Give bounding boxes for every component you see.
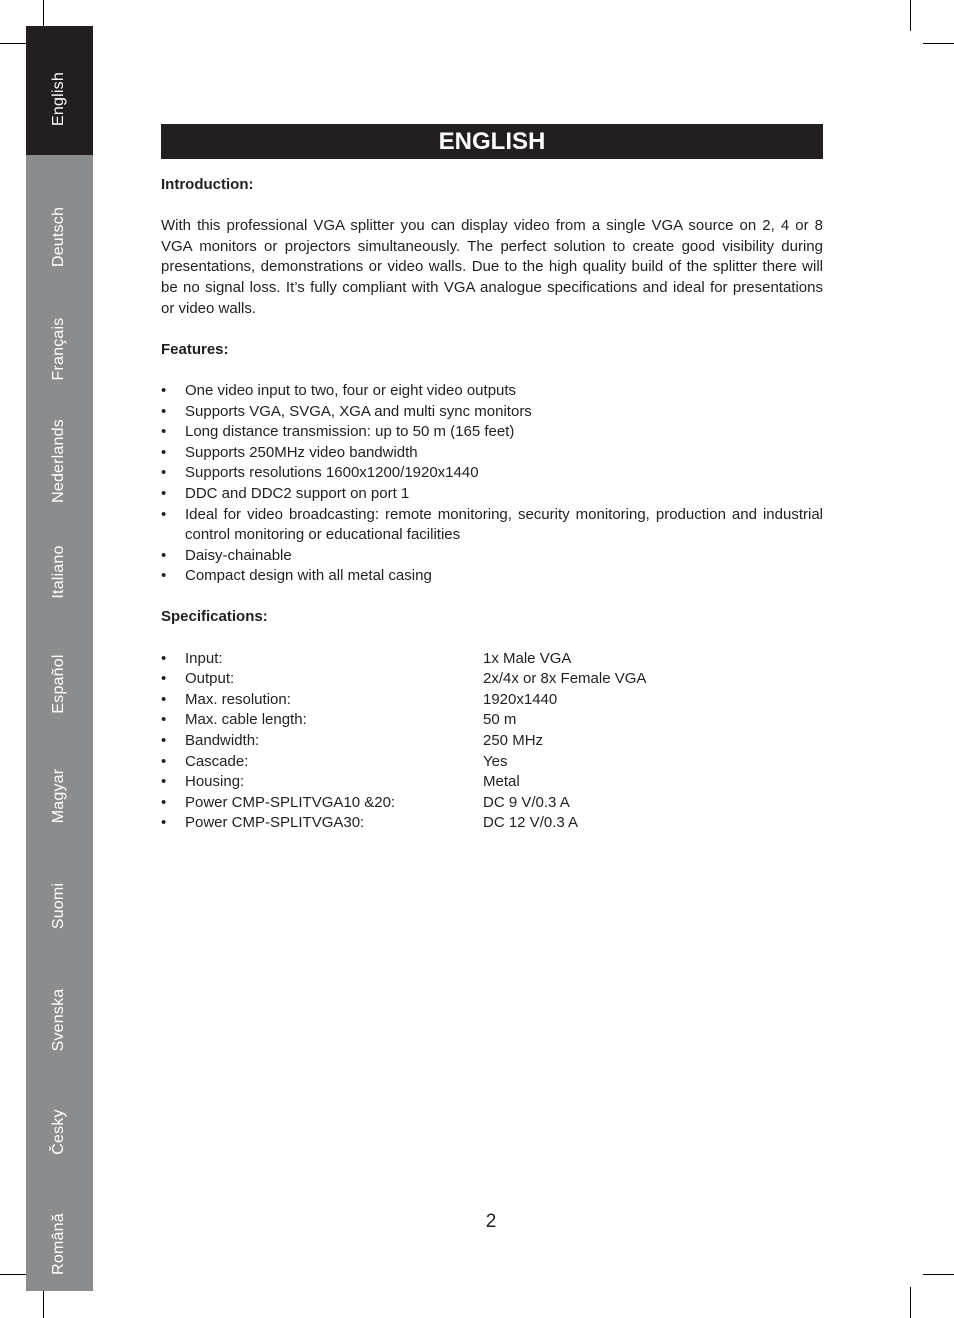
bullet-icon: • (161, 484, 167, 502)
spec-value: DC 9 V/0.3 A (483, 793, 570, 811)
spec-value: DC 12 V/0.3 A (483, 814, 579, 832)
spec-value: 250 MHz (483, 732, 544, 750)
spec-label: Cascade: (185, 752, 249, 770)
tab-svenska[interactable] (26, 935, 93, 1050)
spec-value: Yes (483, 752, 508, 770)
list-item: • Supports 250MHz video bandwidth (161, 443, 823, 464)
spec-value: 1920x1440 (483, 690, 558, 708)
bullet-icon: • (161, 402, 167, 420)
list-item: • Long distance transmission: up to 50 m (165 feet) (161, 422, 823, 443)
spec-label: Power CMP-SPLITVGA30: (185, 814, 365, 832)
spec-label: Bandwidth: (185, 732, 260, 750)
bullet-icon: • (161, 423, 167, 441)
spec-row (161, 752, 823, 773)
language-sidebar (26, 26, 93, 1291)
list-item: • Compact design with all metal casing (161, 566, 823, 587)
bullet-icon: • (161, 814, 167, 832)
spec-row (161, 649, 823, 670)
tab-label: Česky (50, 1109, 67, 1155)
tab-espanol[interactable] (26, 600, 93, 715)
features-list (161, 381, 823, 587)
list-item: • Supports VGA, SVGA, XGA and multi sync monitors (161, 402, 823, 423)
tab-label: Italiano (50, 545, 67, 599)
specs-heading: Specifications: (161, 608, 268, 626)
tab-label: Magyar (50, 768, 67, 824)
features-heading: Features: (161, 340, 229, 358)
tab-italiano[interactable] (26, 490, 93, 600)
tab-label: Svenska (50, 988, 67, 1052)
spec-label: Max. resolution: (185, 690, 291, 708)
spec-row (161, 813, 823, 834)
page-number: 2 (485, 1211, 497, 1232)
tab-label: Română (50, 1213, 67, 1275)
crop-mark (910, 0, 911, 31)
spec-row (161, 793, 823, 814)
bullet-icon: • (161, 711, 167, 729)
list-item: • Daisy-chainable (161, 546, 823, 567)
spec-value: 1x Male VGA (483, 649, 572, 667)
spec-label: Output: (185, 670, 235, 688)
crop-mark (923, 1274, 954, 1275)
bullet-icon: • (161, 505, 167, 523)
spec-row (161, 710, 823, 731)
list-item: • Ideal for video broadcasting: remote monitoring, security monitoring, production and industrial control monitoring or educational facilities (161, 505, 823, 544)
bullet-icon: • (161, 773, 167, 791)
spec-row (161, 669, 823, 690)
list-item: • One video input to two, four or eight video outputs (161, 381, 823, 402)
tab-cesky[interactable] (26, 1050, 93, 1165)
spec-row (161, 772, 823, 793)
tab-label: Français (50, 317, 67, 381)
spec-label: Max. cable length: (185, 711, 307, 729)
bullet-icon: • (161, 732, 167, 750)
tab-magyar[interactable] (26, 715, 93, 825)
document-body (161, 124, 823, 834)
bullet-icon: • (161, 443, 167, 461)
tab-romana[interactable] (26, 1165, 93, 1291)
tab-label: Nederlands (50, 419, 67, 503)
tab-francais[interactable] (26, 265, 93, 381)
spec-label: Housing: (185, 773, 245, 791)
tab-label: Deutsch (50, 206, 67, 268)
spec-row (161, 690, 823, 711)
section-banner: ENGLISH (161, 124, 823, 159)
tab-label: English (50, 72, 67, 126)
tab-english[interactable] (26, 26, 93, 155)
spec-row (161, 731, 823, 752)
specs-list (161, 649, 823, 834)
intro-heading: Introduction: (161, 176, 254, 193)
tab-label: Español (50, 654, 67, 714)
crop-mark (910, 1287, 911, 1318)
tab-label: Suomi (50, 882, 67, 930)
list-item: • DDC and DDC2 support on port 1 (161, 484, 823, 505)
spec-value: Metal (483, 773, 520, 791)
bullet-icon: • (161, 690, 167, 708)
intro-paragraph: With this professional VGA splitter you can display video from a single VGA source on 2, 4 or 8 VGA monitors or projectors simultaneously. The perfect solution to create good visibility during presentations, demonstrations or video walls. Due to the high quality build of the splitter there will be no signal loss. It’s fully compliant with VGA analogue specifications and ideal for presentations or video walls. (161, 217, 823, 317)
tab-deutsch[interactable] (26, 155, 93, 268)
bullet-icon: • (161, 567, 167, 585)
spec-value: 2x/4x or 8x Female VGA (483, 670, 647, 688)
bullet-icon: • (161, 649, 167, 667)
bullet-icon: • (161, 464, 167, 482)
tab-nederlands[interactable] (26, 375, 93, 503)
spec-label: Power CMP-SPLITVGA10 &20: (185, 793, 396, 811)
tab-suomi[interactable] (26, 825, 93, 935)
bullet-icon: • (161, 670, 167, 688)
crop-mark (923, 43, 954, 44)
bullet-icon: • (161, 381, 167, 399)
spec-label: Input: (185, 649, 223, 667)
crop-mark (43, 1287, 44, 1318)
bullet-icon: • (161, 752, 167, 770)
spec-value: 50 m (483, 711, 517, 729)
bullet-icon: • (161, 546, 167, 564)
list-item: • Supports resolutions 1600x1200/1920x1440 (161, 463, 823, 484)
bullet-icon: • (161, 793, 167, 811)
